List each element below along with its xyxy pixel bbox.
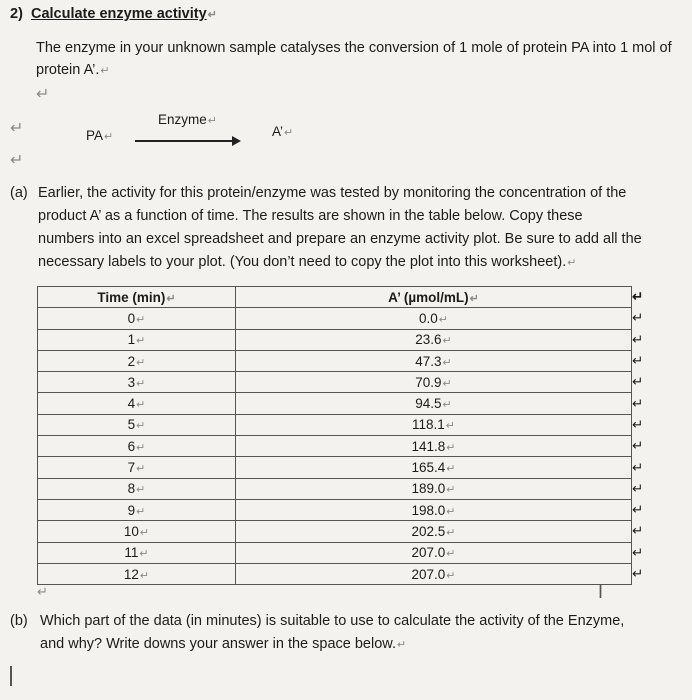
concentration-cell: 94.5↵ xyxy=(236,393,632,414)
table-row xyxy=(38,436,644,457)
catalyst-label: Enzyme↵ xyxy=(158,112,217,127)
concentration-cell: 207.0↵ xyxy=(236,563,632,584)
question-title xyxy=(10,6,217,22)
time-cell: 7↵ xyxy=(38,457,236,478)
table-row xyxy=(38,393,644,414)
reactant-label: PA↵ xyxy=(86,128,114,143)
part-a-line-4: necessary labels to your plot. (You don’t need to copy the plot into this worksheet). xyxy=(38,254,567,270)
part-a-paragraph: (a) Earlier, the activity for this protein/enzyme was tested by monitoring the concentration of the product A’ as a function of time. The results are shown in the table below. Copy these numbers into an excel spreadsheet and prepare an enzyme activity plot. Be sure to add all the necessary labels to your plot. (You don’t need to copy the plot into this worksheet).↵ xyxy=(10,182,692,275)
time-cell: 9↵ xyxy=(38,499,236,520)
row-end-mark: ↵ xyxy=(632,329,644,350)
table-row xyxy=(38,499,644,520)
part-b-line-2: and why? Write downs your answer in the space below. xyxy=(40,636,396,652)
table-row xyxy=(38,478,644,499)
table-row xyxy=(38,457,644,478)
row-end-mark: ↵ xyxy=(632,521,644,542)
part-a-label: (a) xyxy=(10,185,28,201)
part-b-label: (b) xyxy=(10,613,28,629)
concentration-cell: 118.1↵ xyxy=(236,414,632,435)
empty-paragraph-mark: ↵ xyxy=(10,152,24,169)
concentration-cell: 189.0↵ xyxy=(236,478,632,499)
table-header-row xyxy=(38,287,644,308)
table-row xyxy=(38,329,644,350)
row-end-mark: ↵ xyxy=(632,372,644,393)
reaction-arrow-line xyxy=(135,140,235,142)
time-cell: 5↵ xyxy=(38,414,236,435)
row-end-mark: ↵ xyxy=(632,350,644,371)
insertion-cursor[interactable] xyxy=(10,666,12,686)
table-row xyxy=(38,350,644,371)
time-cell: 2↵ xyxy=(38,350,236,371)
product-label: A’↵ xyxy=(272,124,294,139)
empty-paragraph-mark: ↵ xyxy=(37,584,48,599)
empty-paragraph-mark: ↵ xyxy=(36,86,50,103)
reaction-arrow-head xyxy=(232,136,241,146)
time-cell: 11↵ xyxy=(38,542,236,563)
part-a-line-2: product A’ as a function of time. The results are shown in the table below. Copy these xyxy=(38,208,583,224)
time-cell: 8↵ xyxy=(38,478,236,499)
empty-paragraph-mark: ↵ xyxy=(10,120,24,137)
table-row xyxy=(38,372,644,393)
time-cell: 6↵ xyxy=(38,436,236,457)
concentration-cell: 0.0↵ xyxy=(236,308,632,329)
row-end-mark: ↵ xyxy=(632,287,644,308)
row-end-mark: ↵ xyxy=(632,499,644,520)
table-row xyxy=(38,521,644,542)
row-end-mark: ↵ xyxy=(632,436,644,457)
time-cell: 4↵ xyxy=(38,393,236,414)
table-row xyxy=(38,308,644,329)
header-concentration: A’ (µmol/mL)↵ xyxy=(236,287,632,308)
time-cell: 10↵ xyxy=(38,521,236,542)
table-row xyxy=(38,563,644,584)
table-row xyxy=(38,542,644,563)
intro-text: The enzyme in your unknown sample catalyses the conversion of 1 mole of protein PA into 1 mol of protein A’. xyxy=(36,40,672,78)
concentration-cell: 47.3↵ xyxy=(236,350,632,371)
part-a-line-3: numbers into an excel spreadsheet and prepare an enzyme activity plot. Be sure to add all the xyxy=(38,231,642,247)
paragraph-mark: ↵ xyxy=(100,65,110,77)
row-end-mark: ↵ xyxy=(632,542,644,563)
question-title-text: Calculate enzyme activity xyxy=(30,6,207,22)
time-cell: 3↵ xyxy=(38,372,236,393)
part-a-line-1: Earlier, the activity for this protein/enzyme was tested by monitoring the concentration of the xyxy=(38,185,627,201)
concentration-cell: 198.0↵ xyxy=(236,499,632,520)
header-time: Time (min)↵ xyxy=(38,287,236,308)
row-end-mark: ↵ xyxy=(632,478,644,499)
part-b-paragraph: (b) Which part of the data (in minutes) is suitable to use to calculate the activity of the Enzyme, and why? Write downs your answer in the space below.↵ xyxy=(10,610,690,657)
concentration-cell: 141.8↵ xyxy=(236,436,632,457)
concentration-cell: 165.4↵ xyxy=(236,457,632,478)
row-end-mark: ↵ xyxy=(632,457,644,478)
time-cell: 0↵ xyxy=(38,308,236,329)
row-end-mark: ↵ xyxy=(632,414,644,435)
time-cell: 12↵ xyxy=(38,563,236,584)
concentration-cell: 207.0↵ xyxy=(236,542,632,563)
concentration-cell: 70.9↵ xyxy=(236,372,632,393)
row-end-mark: ↵ xyxy=(632,563,644,584)
row-end-mark: ↵ xyxy=(632,308,644,329)
row-end-mark: ↵ xyxy=(632,393,644,414)
time-cell: 1↵ xyxy=(38,329,236,350)
part-b-line-1: Which part of the data (in minutes) is suitable to use to calculate the activity of the Enzyme, xyxy=(40,613,625,629)
concentration-cell: 23.6↵ xyxy=(236,329,632,350)
table-row xyxy=(38,414,644,435)
concentration-cell: 202.5↵ xyxy=(236,521,632,542)
data-table xyxy=(37,286,643,585)
question-number: 2) xyxy=(10,6,23,22)
question-intro xyxy=(36,37,686,82)
paragraph-mark: ↵ xyxy=(207,9,217,21)
text-cursor-icon: I xyxy=(598,582,604,602)
